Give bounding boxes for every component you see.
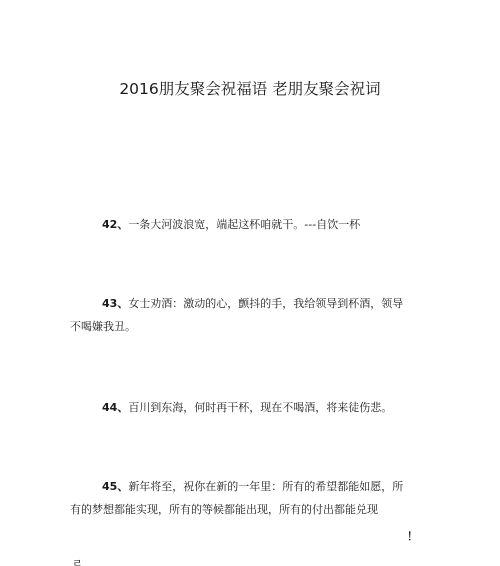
wish-item-45 xyxy=(70,475,442,521)
wish-item-line xyxy=(70,396,442,419)
page-title: 2016朋友聚会祝福语 老朋友聚会祝词 xyxy=(119,80,381,98)
wish-item-43 xyxy=(70,292,442,338)
item-separator: 、 xyxy=(117,218,129,231)
item-text: 女士劝酒：激动的心，颤抖的手，我给领导到杯酒，领导 xyxy=(128,297,404,310)
item-separator: 、 xyxy=(117,480,129,493)
wish-item-42 xyxy=(70,213,442,236)
item-text-continued: 有的梦想都能实现，所有的等候都能出现，所有的付出都能兑现 xyxy=(70,503,378,516)
item-number: 44 xyxy=(102,401,118,414)
item-text: 新年将至，祝你在新的一年里：所有的希望都能如愿，所 xyxy=(128,480,404,493)
wish-item-line xyxy=(70,213,442,236)
item-number: 42 xyxy=(102,218,118,231)
trailing-exclamation: ！ xyxy=(407,530,418,543)
cut-off-text: ㄹ xyxy=(72,557,83,566)
item-text-continued: 不喝嫌我丑。 xyxy=(70,320,136,333)
item-number: 43 xyxy=(102,297,118,310)
item-text: 一条大河波浪宽，端起这杯咱就干。---自饮一杯 xyxy=(128,218,361,231)
item-separator: 、 xyxy=(117,401,129,414)
item-number: 45 xyxy=(102,480,118,493)
wish-item-line xyxy=(70,292,442,315)
item-separator: 、 xyxy=(117,297,129,310)
wish-item-line xyxy=(70,475,442,498)
item-text: 百川到东海，何时再干杯，现在不喝酒，将来徒伤悲。 xyxy=(128,401,393,414)
wish-item-44 xyxy=(70,396,442,419)
